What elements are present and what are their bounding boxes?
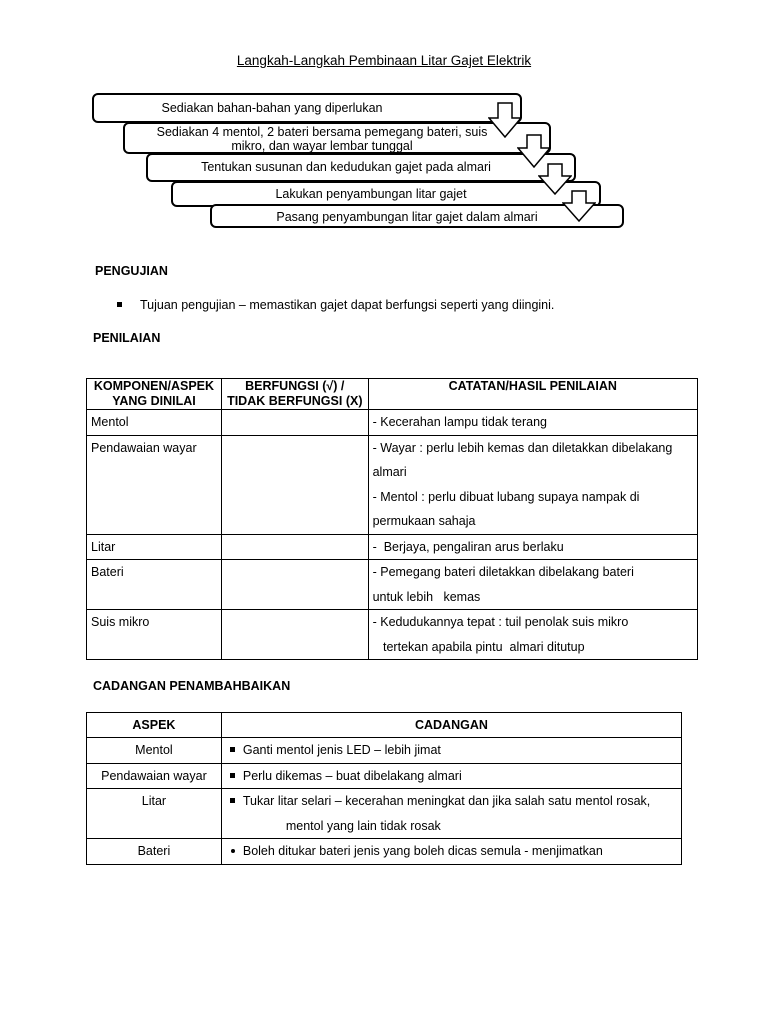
suggestion-text: Ganti mentol jenis LED – lebih jimat (242, 743, 441, 757)
note-line: untuk lebih kemas (372, 589, 481, 604)
suggestion-line (226, 789, 677, 814)
suggestion-line (226, 814, 677, 839)
component-cell: Litar (87, 534, 222, 560)
component-cell: Suis mikro (87, 610, 222, 660)
column-header (221, 379, 368, 410)
aspect-cell: Bateri (87, 839, 222, 865)
table-row (87, 435, 698, 534)
down-arrow-icon (562, 190, 596, 222)
suggestion-text: Perlu dikemas – buat dibelakang almari (242, 768, 462, 783)
table-row (87, 610, 698, 660)
notes-cell (368, 560, 697, 610)
column-header (87, 379, 222, 410)
suggestion-cell (221, 738, 681, 764)
page-title: Langkah-Langkah Pembinaan Litar Gajet Elektrik (236, 53, 532, 68)
pengujian-heading: PENGUJIAN (95, 264, 168, 278)
note-line: - Pemegang bateri diletakkan dibelakang bateri (372, 565, 634, 579)
note-line: - Wayar : perlu lebih kemas dan diletakkan dibelakang (372, 440, 673, 455)
status-cell (221, 534, 368, 560)
column-header-line: YANG DINILAI (112, 394, 196, 408)
aspect-cell: Pendawaian wayar (87, 763, 222, 789)
suggestion-text: mentol yang lain tidak rosak (285, 818, 441, 833)
table-row (87, 534, 698, 560)
table-header-row (87, 713, 682, 738)
penilaian-heading: PENILAIAN (93, 331, 161, 345)
pengujian-bullet-text: Tujuan pengujian – memastikan gajet dapat berfungsi seperti yang diingini. (140, 298, 555, 312)
table-row (87, 738, 682, 764)
table-row (87, 763, 682, 789)
component-cell: Pendawaian wayar (87, 435, 222, 534)
column-header-line: TIDAK BERFUNGSI (X) (227, 394, 363, 408)
note-line: permukaan sahaja (372, 514, 476, 528)
status-cell (221, 610, 368, 660)
step-4-label: Lakukan penyambungan litar gajet (275, 187, 467, 201)
step-2-label-line1: Sediakan 4 mentol, 2 bateri bersama pemegang bateri, suis (156, 125, 488, 139)
note-line: - Berjaya, pengaliran arus berlaku (372, 539, 564, 554)
bullet-square-icon (230, 747, 235, 752)
step-2 (123, 122, 551, 154)
column-header-line: BERFUNGSI (√) / (245, 379, 345, 393)
column-header: CATATAN/HASIL PENILAIAN (368, 379, 697, 410)
step-3-label: Tentukan susunan dan kedudukan gajet pada almari (201, 160, 491, 174)
notes-cell (368, 410, 697, 436)
step-1-label: Sediakan bahan-bahan yang diperlukan (161, 101, 383, 115)
step-5-label: Pasang penyambungan litar gajet dalam almari (276, 210, 538, 224)
bullet-square-icon (230, 773, 235, 778)
notes-cell (368, 435, 697, 534)
note-line: almari (372, 465, 407, 479)
penilaian-table (86, 378, 698, 660)
suggestion-text: Boleh ditukar bateri jenis yang boleh dicas semula - menjimatkan (242, 844, 603, 858)
column-header: CADANGAN (221, 713, 681, 738)
cadangan-heading: CADANGAN PENAMBAHBAIKAN (93, 679, 291, 693)
note-line: - Kedudukannya tepat : tuil penolak suis mikro (372, 615, 629, 629)
column-header: ASPEK (87, 713, 222, 738)
table-header-row (87, 379, 698, 410)
note-line: - Kecerahan lampu tidak terang (372, 415, 548, 429)
table-row (87, 789, 682, 839)
cadangan-table (86, 712, 682, 865)
notes-cell (368, 610, 697, 660)
bullet-square-icon (230, 798, 235, 803)
table-row (87, 410, 698, 436)
column-header-line: KOMPONEN/ASPEK (93, 379, 215, 393)
step-2-label-line2: mikro, dan wayar lembar tunggal (231, 139, 413, 153)
down-arrow-icon (488, 102, 522, 138)
step-3 (146, 153, 576, 182)
status-cell (221, 560, 368, 610)
suggestion-cell (221, 789, 681, 839)
step-1 (92, 93, 522, 123)
suggestion-cell (221, 839, 681, 865)
table-row (87, 560, 698, 610)
note-line: - Mentol : perlu dibuat lubang supaya nampak di (372, 489, 640, 504)
aspect-cell: Mentol (87, 738, 222, 764)
table-row (87, 839, 682, 865)
pengujian-bullet (140, 298, 554, 312)
status-cell (221, 410, 368, 436)
component-cell: Bateri (87, 560, 222, 610)
note-line: tertekan apabila pintu almari ditutup (372, 639, 585, 654)
bullet-dot-icon (231, 849, 235, 853)
aspect-cell: Litar (87, 789, 222, 839)
bullet-square-icon (117, 302, 122, 307)
status-cell (221, 435, 368, 534)
notes-cell (368, 534, 697, 560)
suggestion-text: Tukar litar selari – kecerahan meningkat dan jika salah satu mentol rosak, (242, 794, 651, 808)
component-cell: Mentol (87, 410, 222, 436)
suggestion-cell (221, 763, 681, 789)
